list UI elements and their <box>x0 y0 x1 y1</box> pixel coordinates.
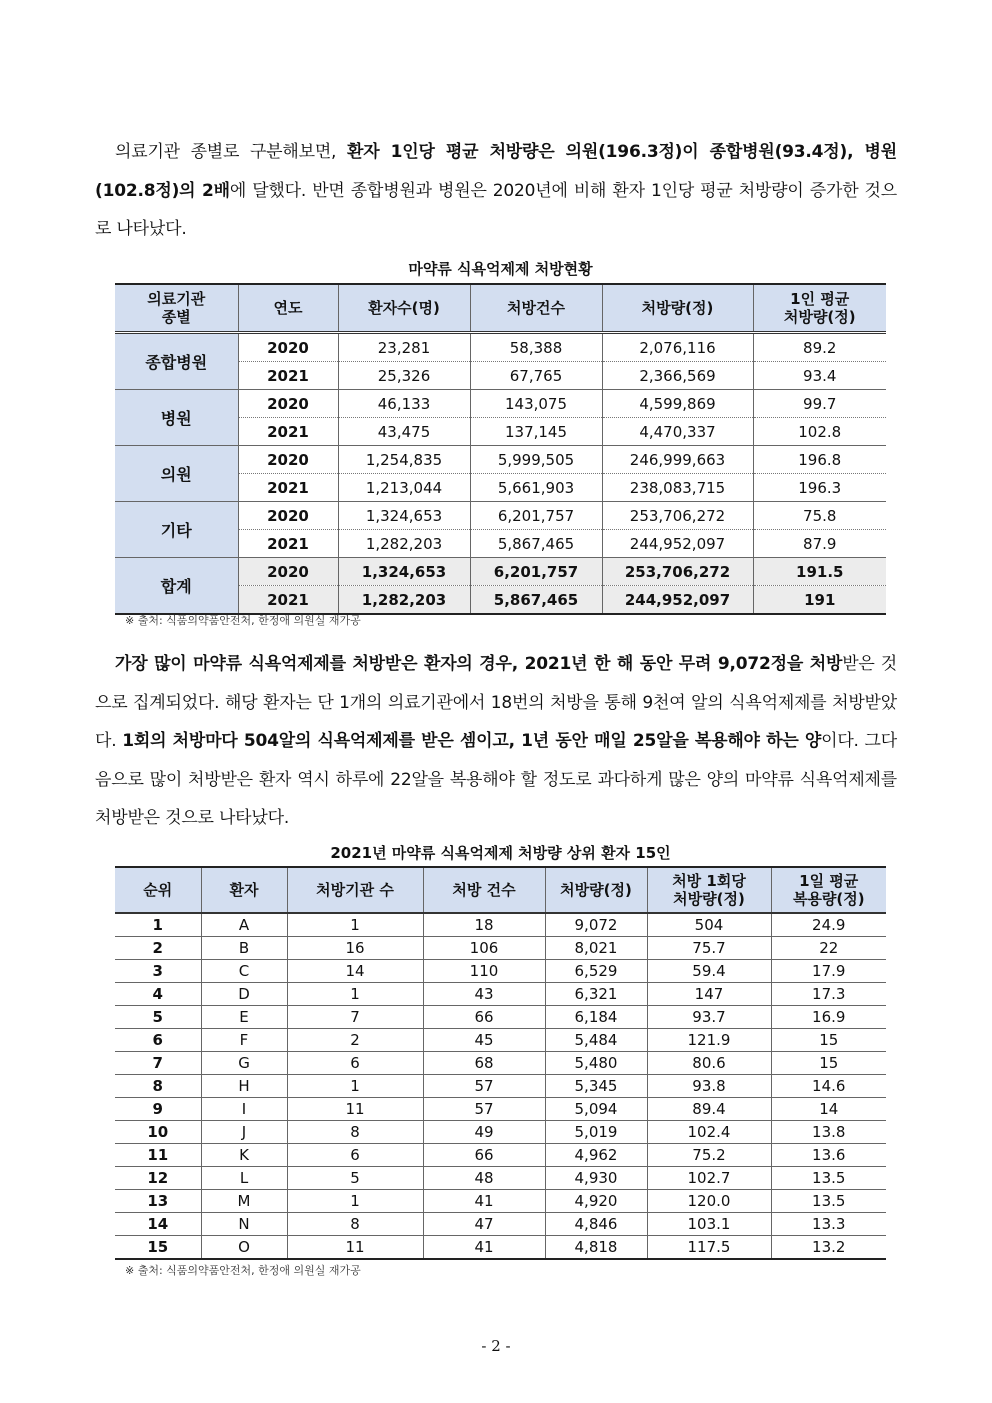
table1-header-row <box>115 284 886 333</box>
table2-cell: 13.2 <box>771 1236 886 1260</box>
table2-cell: 2 <box>115 937 201 960</box>
table2-row <box>115 1098 886 1121</box>
table1-cell: 23,281 <box>338 333 470 362</box>
table2-cell: 147 <box>647 983 771 1006</box>
table2-cell: 8 <box>115 1075 201 1098</box>
table2-cell: E <box>201 1006 287 1029</box>
table2-cell: 9 <box>115 1098 201 1121</box>
table2-cell: 14 <box>115 1213 201 1236</box>
table2-cell: 13.3 <box>771 1213 886 1236</box>
table2-cell: K <box>201 1144 287 1167</box>
table1-cell: 244,952,097 <box>602 530 753 558</box>
table2-cell: O <box>201 1236 287 1260</box>
table2-title: 2021년 마약류 식욕억제제 처방량 상위 환자 15인 <box>330 844 671 862</box>
table2-cell: 117.5 <box>647 1236 771 1260</box>
table2-cell: 93.8 <box>647 1075 771 1098</box>
table2-header-cell: 처방 건수 <box>423 867 545 913</box>
table2-cell: G <box>201 1052 287 1075</box>
table2-row <box>115 1213 886 1236</box>
table1-cell: 5,661,903 <box>470 474 602 502</box>
table1-header-cell: 의료기관 종별 <box>115 284 238 333</box>
table2-row <box>115 1144 886 1167</box>
table2-header-cell: 처방량(정) <box>545 867 647 913</box>
table1-cell: 5,999,505 <box>470 446 602 474</box>
table2-cell: 45 <box>423 1029 545 1052</box>
table2-cell: 14 <box>287 960 423 983</box>
table2-row <box>115 1052 886 1075</box>
table1-cell: 246,999,663 <box>602 446 753 474</box>
table1-cell: 196.8 <box>753 446 886 474</box>
table2-cell: 102.7 <box>647 1167 771 1190</box>
table1-row <box>115 502 886 530</box>
table2-cell: 22 <box>771 937 886 960</box>
table2-cell: 8 <box>287 1121 423 1144</box>
table1-header-cell: 연도 <box>238 284 338 333</box>
table2-cell: 5,480 <box>545 1052 647 1075</box>
table2-cell: 13.8 <box>771 1121 886 1144</box>
table2-cell: 11 <box>115 1144 201 1167</box>
table2-header-cell: 처방 1회당 처방량(정) <box>647 867 771 913</box>
table2-cell: 110 <box>423 960 545 983</box>
paragraph-2: 가장 많이 마약류 식욕억제제를 처방받은 환자의 경우, 2021년 한 해 동안 무려 9,072정을 처방받은 것으로 집계되었다. 해당 환자는 단 1개의 의료기관에서 18번의 처방을 통해 9천여 알의 식욕억제제를 처방받았다. 1회의 처방마다 504알의 식욕억제제를 받은 셈이고, 1년 동안 매일 25알을 복용해야 하는 양이다. 그다음으로 많이 처방받은 환자 역시 하루에 22알을 복용해야 할 정도로 과다하게 많은 양의 마약류 식욕억제제를 처방받은 것으로 나타났다. <box>95 654 897 828</box>
table2-cell: 7 <box>287 1006 423 1029</box>
table2-cell: 41 <box>423 1190 545 1213</box>
table2-cell: 66 <box>423 1006 545 1029</box>
table2-cell: 4 <box>115 983 201 1006</box>
table1-cell: 4,599,869 <box>602 390 753 418</box>
table2-header-cell: 처방기관 수 <box>287 867 423 913</box>
table1-cell: 1,324,653 <box>338 502 470 530</box>
table2-cell: 10 <box>115 1121 201 1144</box>
table2-row <box>115 1190 886 1213</box>
table2-cell: 5 <box>115 1006 201 1029</box>
table1-row <box>115 333 886 362</box>
table1-cell: 102.8 <box>753 418 886 446</box>
table2-cell: 4,920 <box>545 1190 647 1213</box>
table2-source-note: ※ 출처: 식품의약품안전처, 한정애 의원실 재가공 <box>125 1264 361 1277</box>
table2-cell: F <box>201 1029 287 1052</box>
table1-cell: 5,867,465 <box>470 586 602 615</box>
table2-cell: 15 <box>147 1238 169 1256</box>
table2-cell: 75.7 <box>647 937 771 960</box>
table1-cell: 6,201,757 <box>470 502 602 530</box>
table1-cell: 1,213,044 <box>338 474 470 502</box>
table1-cell: 2021 <box>238 418 338 446</box>
table2-cell: 17.3 <box>771 983 886 1006</box>
table2-cell: 3 <box>115 960 201 983</box>
table2-cell: 13.6 <box>771 1144 886 1167</box>
table1-cell: 2,076,116 <box>602 333 753 362</box>
table2-cell: 504 <box>647 913 771 937</box>
table1-cell: 2020 <box>238 446 338 474</box>
table1-cell: 191 <box>753 586 886 615</box>
table2-cell: 16.9 <box>771 1006 886 1029</box>
table2-cell: 15 <box>771 1029 886 1052</box>
table2-cell: 15 <box>771 1052 886 1075</box>
table2-row <box>115 1121 886 1144</box>
table2-cell: 14 <box>771 1098 886 1121</box>
table1-cell: 46,133 <box>338 390 470 418</box>
table2-cell: M <box>201 1190 287 1213</box>
institution-type-cell: 기타 <box>115 502 238 558</box>
table1-cell: 2021 <box>238 530 338 558</box>
table1-cell: 1,282,203 <box>338 586 470 615</box>
table1-cell: 2020 <box>238 502 338 530</box>
table2-header-row <box>115 867 886 913</box>
table2-row <box>115 1236 886 1260</box>
table2-cell: 11 <box>287 1098 423 1121</box>
table1-cell: 2020 <box>238 333 338 362</box>
table1-cell: 1,282,203 <box>338 530 470 558</box>
table2-cell: 103.1 <box>647 1213 771 1236</box>
table2-cell: 1 <box>287 913 423 937</box>
paragraph-1: 의료기관 종별로 구분해보면, 환자 1인당 평균 처방량은 의원(196.3정)이 종합병원(93.4정), 병원(102.8정)의 2배에 달했다. 반면 종합병원과 병원은 2020년에 비해 환자 1인당 평균 처방량이 증가한 것으로 나타났다. <box>95 142 897 239</box>
table2-cell: 11 <box>287 1236 423 1260</box>
table1-title: 마약류 식욕억제제 처방현황 <box>408 260 593 278</box>
institution-type-cell: 병원 <box>115 390 238 446</box>
table2-cell: 121.9 <box>647 1029 771 1052</box>
table1-cell: 191.5 <box>753 558 886 586</box>
table2-cell: 18 <box>423 913 545 937</box>
table2-cell: 5,094 <box>545 1098 647 1121</box>
table2-cell: 102.4 <box>647 1121 771 1144</box>
table1-header-cell: 1인 평균 처방량(정) <box>753 284 886 333</box>
top-patients-table <box>115 866 886 1260</box>
table2-cell: 1 <box>287 1190 423 1213</box>
table2-header-cell: 환자 <box>201 867 287 913</box>
table2-row <box>115 913 886 937</box>
table1-header-cell: 환자수(명) <box>338 284 470 333</box>
table2-cell: 1 <box>115 913 201 937</box>
table1-cell: 99.7 <box>753 390 886 418</box>
table2-cell: 9,072 <box>545 913 647 937</box>
table1-cell: 89.2 <box>753 333 886 362</box>
table2-cell: 1 <box>287 1075 423 1098</box>
table1-cell: 43,475 <box>338 418 470 446</box>
table2-cell: D <box>201 983 287 1006</box>
table2-cell: 48 <box>423 1167 545 1190</box>
institution-type-cell: 의원 <box>115 446 238 502</box>
table2-cell: 6 <box>115 1029 201 1052</box>
table1-header-cell: 처방량(정) <box>602 284 753 333</box>
table2-cell: 2 <box>287 1029 423 1052</box>
table1-cell: 2021 <box>238 586 338 615</box>
table2-row <box>115 983 886 1006</box>
table2-cell: H <box>201 1075 287 1098</box>
table1-cell: 87.9 <box>753 530 886 558</box>
table2-cell: J <box>201 1121 287 1144</box>
table2-cell: 8 <box>287 1213 423 1236</box>
table2-cell: 49 <box>423 1121 545 1144</box>
table2-row <box>115 1006 886 1029</box>
table2-cell: 12 <box>115 1167 201 1190</box>
table2-cell: 80.6 <box>647 1052 771 1075</box>
table2-cell: 59.4 <box>647 960 771 983</box>
table1-cell: 2,366,569 <box>602 362 753 390</box>
table2-cell: 89.4 <box>647 1098 771 1121</box>
table2-cell: 13.5 <box>771 1190 886 1213</box>
table1-row <box>115 390 886 418</box>
table2-cell: 4,930 <box>545 1167 647 1190</box>
table2-cell: 43 <box>423 983 545 1006</box>
table2-cell: 57 <box>423 1075 545 1098</box>
table1-cell: 143,075 <box>470 390 602 418</box>
prescription-status-table <box>115 283 886 615</box>
table2-cell: 5,345 <box>545 1075 647 1098</box>
table2-cell: 17.9 <box>771 960 886 983</box>
institution-type-cell: 종합병원 <box>115 333 238 390</box>
table1-cell: 75.8 <box>753 502 886 530</box>
table1-cell: 6,201,757 <box>470 558 602 586</box>
table2-cell: 14.6 <box>771 1075 886 1098</box>
table2-cell: A <box>201 913 287 937</box>
table2-cell: I <box>201 1098 287 1121</box>
table2-cell: 7 <box>115 1052 201 1075</box>
table2-cell: 47 <box>423 1213 545 1236</box>
table2-cell: 6 <box>287 1052 423 1075</box>
table1-row <box>115 558 886 586</box>
table2-row <box>115 1075 886 1098</box>
table2-cell: 4,962 <box>545 1144 647 1167</box>
table2-cell: 1 <box>287 983 423 1006</box>
table2-header-cell: 순위 <box>115 867 201 913</box>
table2-cell: 16 <box>287 937 423 960</box>
table2-cell: 5,484 <box>545 1029 647 1052</box>
table2-cell: 66 <box>423 1144 545 1167</box>
table2-header-cell: 1일 평균 복용량(정) <box>771 867 886 913</box>
table1-cell: 2021 <box>238 362 338 390</box>
table1-cell: 93.4 <box>753 362 886 390</box>
table2-cell: N <box>201 1213 287 1236</box>
table1-cell: 2021 <box>238 474 338 502</box>
table2-row <box>115 960 886 983</box>
table2-cell: 106 <box>423 937 545 960</box>
table2-cell: 13 <box>115 1190 201 1213</box>
table2-cell: 6,321 <box>545 983 647 1006</box>
table2-cell: 4,846 <box>545 1213 647 1236</box>
table2-cell: 41 <box>423 1236 545 1260</box>
table2-cell: C <box>201 960 287 983</box>
table2-cell: 6,529 <box>545 960 647 983</box>
table2-cell: 120.0 <box>647 1190 771 1213</box>
table1-source-note: ※ 출처: 식품의약품안전처, 한정애 의원실 재가공 <box>125 614 361 627</box>
table2-cell: L <box>201 1167 287 1190</box>
page-number: - 2 - <box>481 1337 511 1355</box>
table1-cell: 58,388 <box>470 333 602 362</box>
table1-cell: 238,083,715 <box>602 474 753 502</box>
table2-cell: 24.9 <box>771 913 886 937</box>
table1-cell: 67,765 <box>470 362 602 390</box>
table1-cell: 2020 <box>238 390 338 418</box>
table1-cell: 1,324,653 <box>338 558 470 586</box>
table2-cell: 4,818 <box>545 1236 647 1260</box>
table1-cell: 25,326 <box>338 362 470 390</box>
table1-header-cell: 처방건수 <box>470 284 602 333</box>
table1-cell: 253,706,272 <box>602 502 753 530</box>
table1-row <box>115 446 886 474</box>
table1-cell: 137,145 <box>470 418 602 446</box>
table2-cell: B <box>201 937 287 960</box>
table2-row <box>115 1029 886 1052</box>
table1-cell: 244,952,097 <box>602 586 753 615</box>
table1-cell: 1,254,835 <box>338 446 470 474</box>
table2-cell: 6 <box>287 1144 423 1167</box>
table2-row <box>115 1167 886 1190</box>
table2-cell: 68 <box>423 1052 545 1075</box>
table2-cell: 75.2 <box>647 1144 771 1167</box>
table1-cell: 196.3 <box>753 474 886 502</box>
table2-cell: 5,019 <box>545 1121 647 1144</box>
table1-cell: 5,867,465 <box>470 530 602 558</box>
table2-cell: 5 <box>287 1167 423 1190</box>
institution-type-cell: 합계 <box>115 558 238 615</box>
table1-cell: 2020 <box>238 558 338 586</box>
table2-cell: 13.5 <box>771 1167 886 1190</box>
table1-cell: 4,470,337 <box>602 418 753 446</box>
table2-row <box>115 937 886 960</box>
table1-cell: 253,706,272 <box>602 558 753 586</box>
table2-cell: 6,184 <box>545 1006 647 1029</box>
table2-cell: 93.7 <box>647 1006 771 1029</box>
table2-cell: 8,021 <box>545 937 647 960</box>
table2-cell: 57 <box>423 1098 545 1121</box>
